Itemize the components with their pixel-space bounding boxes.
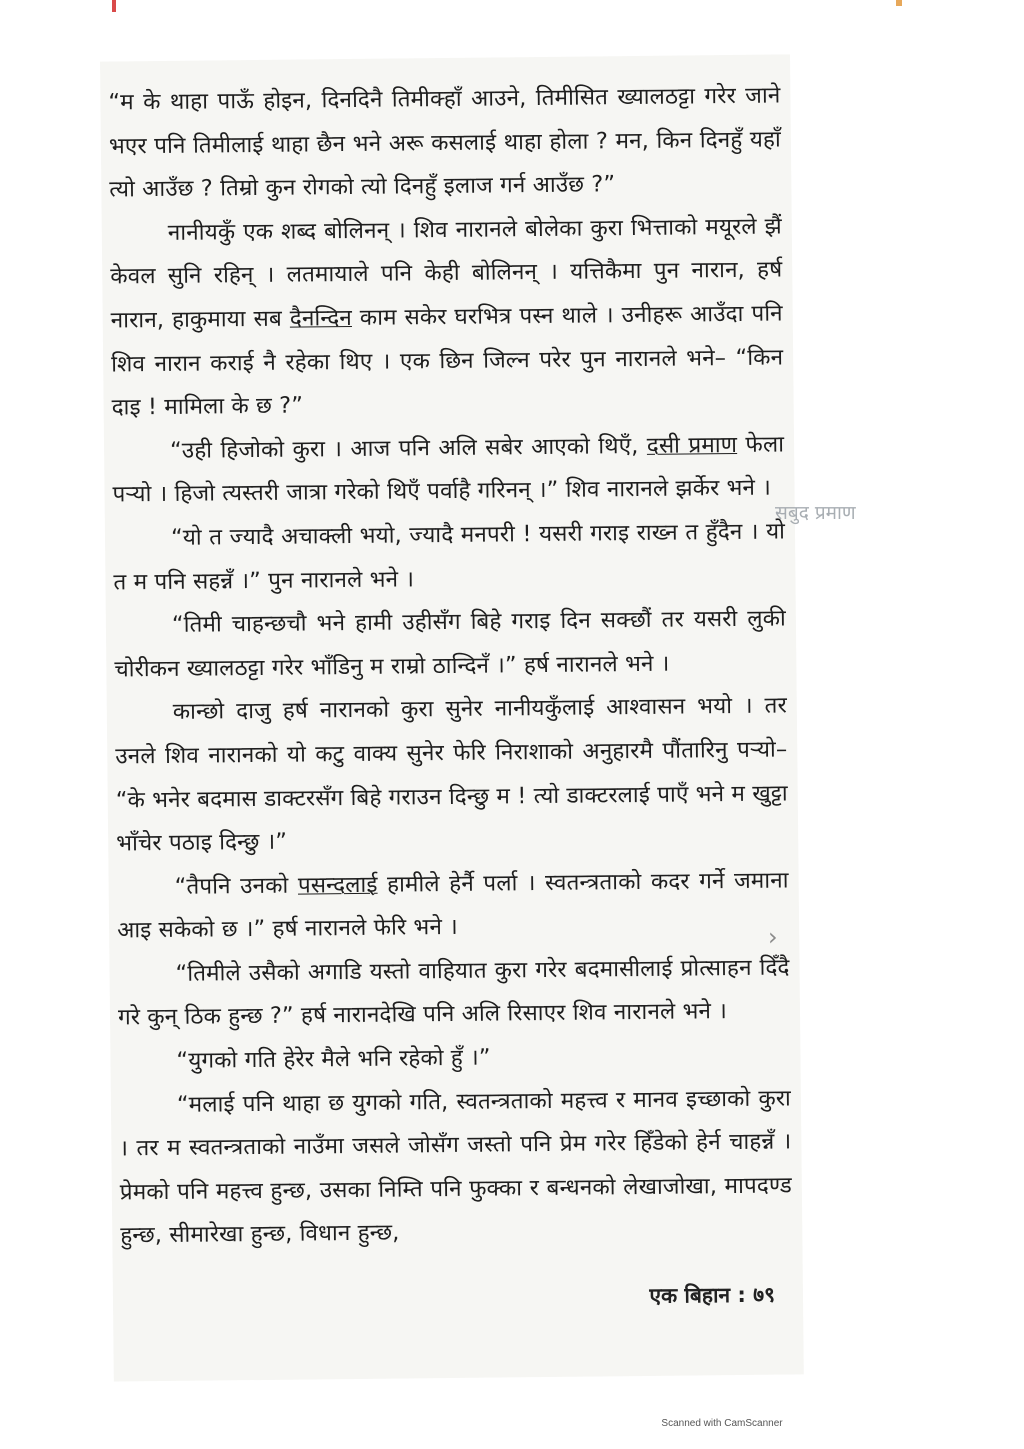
underlined-word-2: पसन्दलाई (297, 871, 378, 899)
paragraph-6: कान्छो दाजु हर्ष नारानको कुरा सुनेर नानीयकुँलाई आश्वासन भयो । तर उनले शिव नारानको यो कटु वाक्य सुनेर फेरि निराशाको अनुहारमै पौंतारिनु पर्‍यो– “के भनेर बदमास डाक्टरसँग बिहे गराउन दिन्छु म ! त्यो डाक्टरलाई पाएँ भने म खुट्टा भाँचेर पठाइ दिन्छु ।” (115, 692, 788, 857)
paragraph-5: “तिमी चाहन्छचौ भने हामी उहीसँग बिहे गराइ दिन सक्छौं तर यसरी लुकी चोरीकन ख्यालठट्टा गरेर भाँडिनु म राम्रो ठान्दिनँ ।” हर्ष नारानले भने । (114, 605, 787, 683)
underlined-word: दैनन्दिन (289, 304, 353, 332)
paragraph-9: “युगको गति हेरेर मैले भनि रहेको हुँ ।” (176, 1044, 491, 1074)
scanner-watermark: Scanned with CamScanner (661, 1418, 783, 1429)
book-page (100, 54, 804, 1381)
paragraph-8: “तिमीले उसैको अगाडि यस्तो वाहियात कुरा गरेर बदमासीलाई प्रोत्साहन दिँदै गरे कुन् ठिक हुन्छ ?” हर्ष नारानदेखि पनि अलि रिसाएर शिव नारानले भने । (117, 954, 790, 1031)
margin-note: सबुद प्रमाण (775, 502, 856, 524)
underlined-phrase: दसी प्रमाण (646, 431, 738, 459)
body-text (108, 74, 792, 1258)
page-footer: एक बिहान : ७९ (649, 1282, 776, 1308)
paragraph-4: “यो त ज्यादै अचाक्ली भयो, ज्यादै मनपरी ! यसरी गराइ राख्न त हुँदैन । यो त म पनि सहन्नँ ।” पुन नारानले भने । (113, 518, 786, 596)
paragraph-7: “तैपनि उनको पसन्दलाई हामीले हेर्नै पर्ला । स्वतन्त्रताको कदर गर्ने जमाना आइ सकेको छ ।” हर्ष नारानले फेरि भने । (116, 867, 789, 944)
red-edge-mark (112, 0, 116, 12)
paragraph-2: नानीयकुँ एक शब्द बोलिनन् । शिव नारानले बोलेका कुरा भित्ताको मयूरले झैं केवल सुनि रहिन् । लतमायाले पनि केही बोलिनन् । यत्तिकैमा पुन नारान, हर्ष नारान, हाकुमाया सब दैनन्दिन काम सकेर घरभित्र पस्न थाले । उनीहरू आउँदा पनि शिव नारान कराई नै रहेका थिए । एक छिन जिल्न परेर पुन नारानले भने– “किन दाइ ! मामिला के छ ?” (110, 213, 784, 421)
paragraph-10: “मलाई पनि थाहा छ युगको गति, स्वतन्त्रताको महत्त्व र मानव इच्छाको कुरा । तर म स्वतन्त्रताको नाउँमा जसले जोसँग जस्तो पनि प्रेम गरेर हिँडेको हेर्न चाहन्नँ । प्रेमको पनि महत्त्व हुन्छ, उसका निम्ति पनि फुक्का र बन्धनको लेखाजोखा, मापदण्ड हुन्छ, सीमारेखा हुन्छ, विधान हुन्छ, (119, 1085, 792, 1249)
orange-edge-mark (896, 0, 902, 6)
margin-tick-mark: › (768, 923, 778, 951)
paragraph-1: “म के थाहा पाऊँ होइन, दिनदिनै तिमीक्हाँ आउने, तिमीसित ख्यालठट्टा गरेर जाने भएर पनि तिमीलाई थाहा छैन भने अरू कसलाई थाहा होला ? मन, किन दिनहुँ यहाँ त्यो आउँछ ? तिम्रो कुन रोगको त्यो दिनहुँ इलाज गर्न आउँछ ?” (108, 82, 782, 203)
paragraph-3: “उही हिजोको कुरा । आज पनि अलि सबेर आएको थिएँ, दसी प्रमाण फेला पर्‍यो । हिजो त्यस्तरी जात्रा गरेको थिएँ पर्वाहै गरिनन् ।” शिव नारानले झर्केर भने । (112, 431, 785, 508)
